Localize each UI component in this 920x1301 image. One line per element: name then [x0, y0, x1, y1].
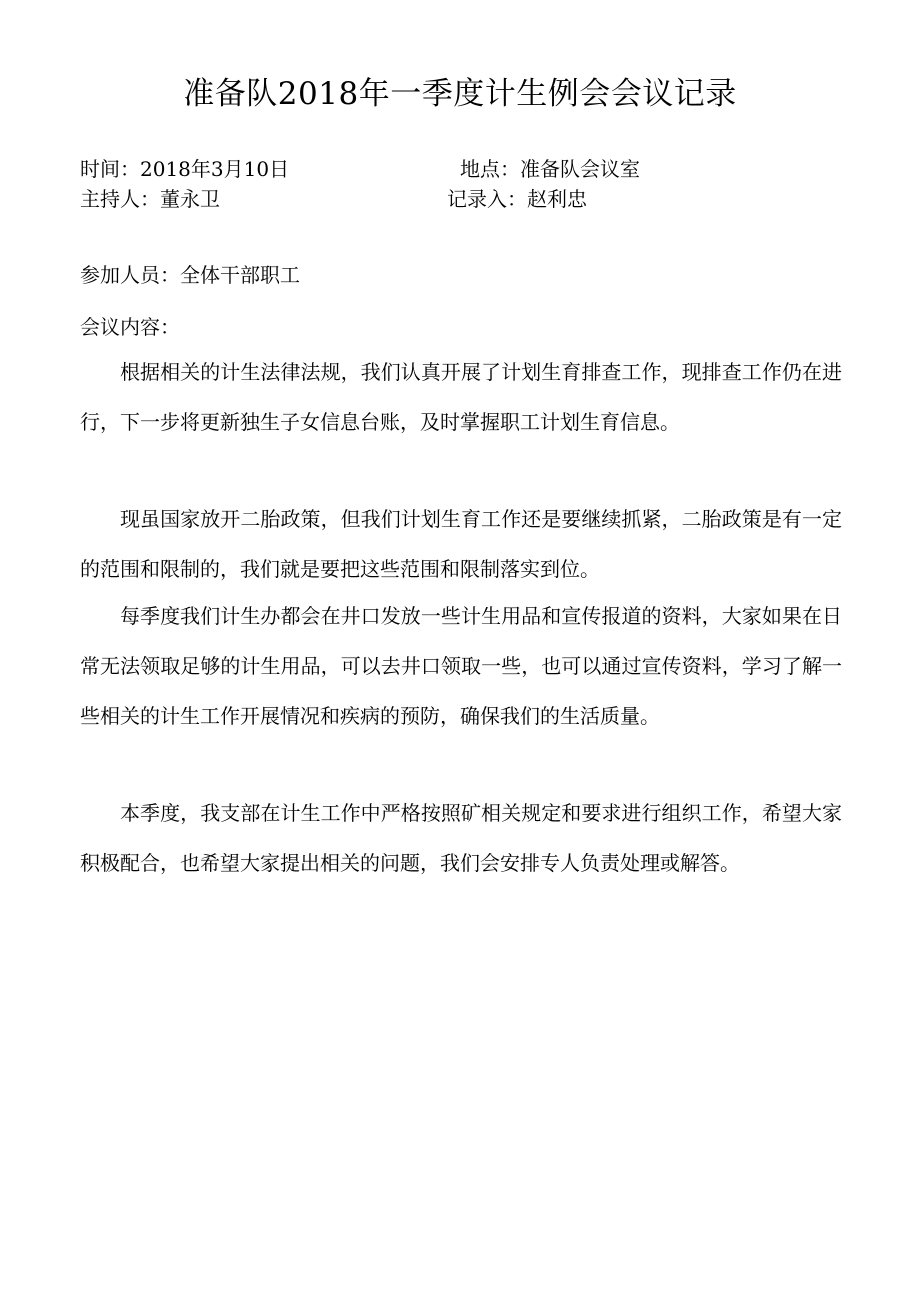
meeting-location: 地点：准备队会议室	[460, 157, 640, 181]
meeting-attendees: 参加人员：全体干部职工	[80, 263, 300, 287]
paragraph-4: 本季度，我支部在计生工作中严格按照矿相关规定和要求进行组织工作，希望大家积极配合，也希望大家提出相关的问题，我们会安排专人负责处理或解答。	[80, 801, 842, 875]
meeting-host: 主持人：董永卫	[80, 187, 220, 211]
document-title: 准备队2018年一季度计生例会会议记录	[183, 76, 737, 112]
content-label: 会议内容：	[80, 315, 180, 339]
paragraph-1: 根据相关的计生法律法规，我们认真开展了计划生育排查工作，现排查工作仍在进行，下一步将更新独生子女信息台账，及时掌握职工计划生育信息。	[80, 360, 842, 434]
meeting-time: 时间：2018年3月10日	[80, 157, 290, 181]
paragraph-3: 每季度我们计生办都会在井口发放一些计生用品和宣传报道的资料，大家如果在日常无法领取足够的计生用品，可以去井口领取一些，也可以通过宣传资料，学习了解一些相关的计生工作开展情况和疾病的预防，确保我们的生活质量。	[80, 604, 842, 728]
paragraph-2: 现虽国家放开二胎政策，但我们计划生育工作还是要继续抓紧，二胎政策是有一定的范围和限制的，我们就是要把这些范围和限制落实到位。	[80, 507, 842, 581]
meeting-recorder: 记录入：赵利忠	[447, 187, 587, 211]
